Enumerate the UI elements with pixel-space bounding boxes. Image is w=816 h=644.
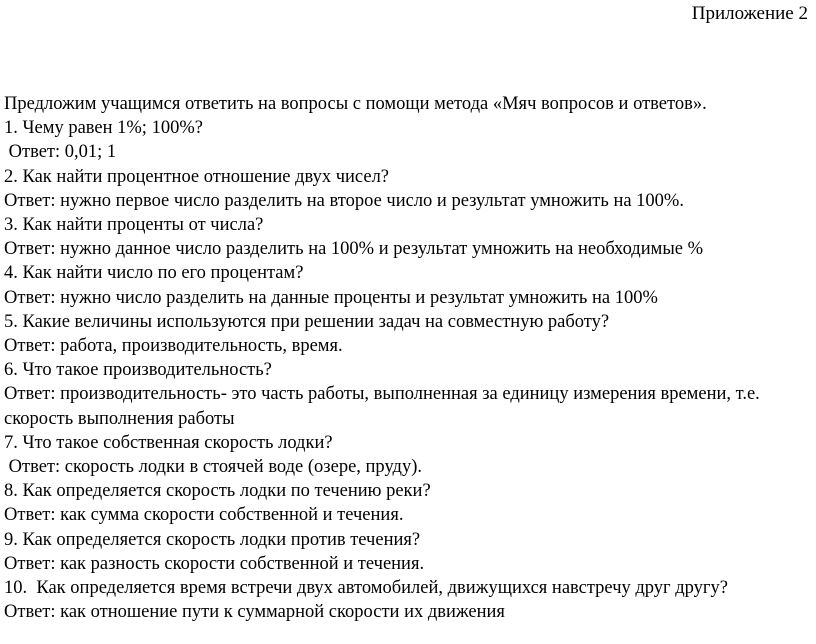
answer-3: Ответ: нужно данное число разделить на 100% и результат умножить на необходимые % xyxy=(4,239,703,260)
answer-10: Ответ: как отношение пути к суммарной скорости их движения xyxy=(4,602,505,623)
question-8: 8. Как определяется скорость лодки по течению реки? xyxy=(4,481,431,502)
question-9: 9. Как определяется скорость лодки против течения? xyxy=(4,529,421,550)
question-3: 3. Как найти проценты от числа? xyxy=(4,215,264,236)
question-6: 6. Что такое производительность? xyxy=(4,360,272,381)
intro-text: Предложим учащимся ответить на вопросы с помощи метода «Мяч вопросов и ответов». xyxy=(4,94,707,114)
answer-7: Ответ: скорость лодки в стоячей воде (озере, пруду). xyxy=(4,457,422,478)
answer-8: Ответ: как сумма скорости собственной и течения. xyxy=(4,505,404,526)
question-1: 1. Чему равен 1%; 100%? xyxy=(4,118,203,139)
answer-6: Ответ: производительность- это часть работы, выполненная за единицу измерения времени, т.е. скорость выполнения работы xyxy=(4,384,760,429)
answer-9: Ответ: как разность скорости собственной и течения. xyxy=(4,553,425,574)
answer-5: Ответ: работа, производительность, время. xyxy=(4,336,343,357)
answer-2: Ответ: нужно первое число разделить на второе число и результат умножить на 100%. xyxy=(4,190,684,211)
document-body xyxy=(4,92,812,624)
question-7: 7. Что такое собственная скорость лодки? xyxy=(4,432,333,453)
answer-4: Ответ: нужно число разделить на данные проценты и результат умножить на 100% xyxy=(4,287,658,308)
question-5: 5. Какие величины используются при решении задач на совместную работу? xyxy=(4,311,610,332)
question-10: 10. Как определяется время встречи двух автомобилей, движущихся навстречу друг другу? xyxy=(4,578,728,599)
appendix-label: Приложение 2 xyxy=(691,3,808,24)
answer-1: Ответ: 0,01; 1 xyxy=(4,142,117,163)
question-4: 4. Как найти число по его процентам? xyxy=(4,263,304,284)
question-2: 2. Как найти процентное отношение двух чисел? xyxy=(4,166,390,187)
